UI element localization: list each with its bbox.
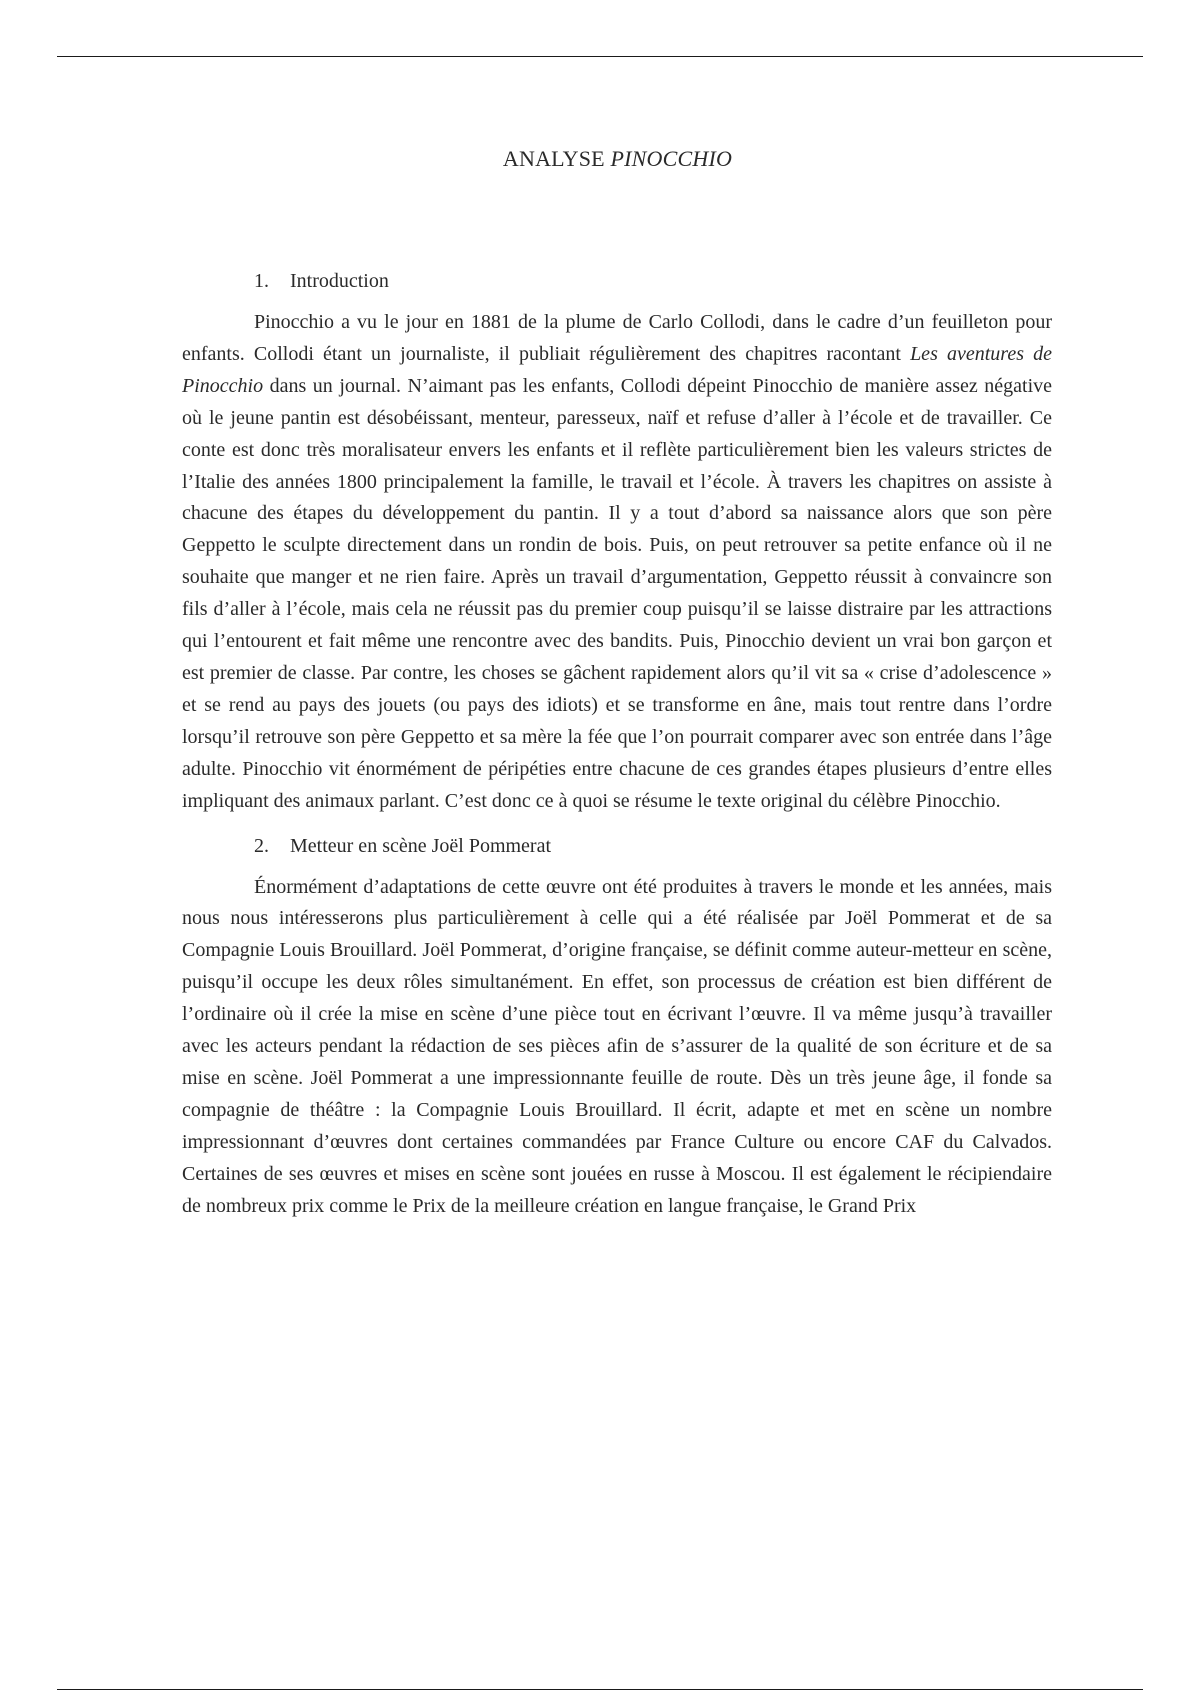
section-heading-introduction bbox=[182, 265, 1052, 297]
footer-rule bbox=[57, 1689, 1143, 1690]
header-rule bbox=[57, 56, 1143, 57]
paragraph-metteur bbox=[182, 872, 1052, 1223]
section-number: 1. bbox=[254, 270, 269, 292]
section-heading-text: Introduction bbox=[290, 270, 389, 292]
title-plain: ANALYSE bbox=[502, 146, 611, 171]
document-body bbox=[182, 265, 1052, 1234]
book-title-italic: Les aventures de Pinocchio bbox=[182, 342, 1053, 397]
section-heading-text: Metteur en scène Joël Pommerat bbox=[290, 834, 552, 857]
section-heading-metteur bbox=[182, 830, 1052, 862]
section-number: 2. bbox=[254, 834, 269, 857]
paragraph-text: Énormément d’adaptations de cette œuvre ont été produites à travers le monde et les années, mais nous nous intéresserons plus particulièrement à celle qui a été réalisée par Joël Pommerat et de sa Compagnie Louis Brouillard. Joël Pommerat, d’origine française, se définit comme auteur-metteur en scène, puisqu’il occupe les deux rôles simultanément. En effet, son processus de création est bien différent de l’ordinaire où il crée la mise en scène d’une pièce tout en écrivant l’œuvre. Il va même jusqu’à travailler avec les acteurs pendant la rédaction de ses pièces afin de s’assurer de la qualité de son écriture et de sa mise en scène. Joël Pommerat a une impressionnante feuille de route. Dès un très jeune âge, il fonde sa compagnie de théâtre : la Compagnie Louis Brouillard. Il écrit, adapte et met en scène un nombre impressionnant d’œuvres dont certaines commandées par France Culture ou encore CAF du Calvados. Certaines de ses œuvres et mises en scène sont jouées en russe à Moscou. Il est également le récipiendaire de nombreux prix comme le Prix de la meilleure création en langue française, le Grand Prix bbox=[182, 875, 1052, 1217]
title-italic: PINOCCHIO bbox=[610, 146, 733, 171]
paragraph-text-continued: dans un journal. N’aimant pas les enfants, Collodi dépeint Pinocchio de manière assez négative où le jeune pantin est désobéissant, menteur, paresseux, naïf et refuse d’aller à l’école et de travailler. Ce conte est donc très moralisateur envers les enfants et il reflète particulièrement bien les valeurs strictes de l’Italie des années 1800 principalement la famille, le travail et l’école. À travers les chapitres on assiste à chacune des étapes du développement du pantin. Il y a tout d’abord sa naissance alors que son père Geppetto le sculpte directement dans un rondin de bois. Puis, on peut retrouver sa petite enfance où il ne souhaite que manger et ne rien faire. Après un travail d’argumentation, Geppetto réussit à convaincre son fils d’aller à l’école, mais cela ne réussit pas du premier coup puisqu’il se laisse distraire par les attractions qui l’entourent et fait même une rencontre avec des bandits. Puis, Pinocchio devient un vrai bon garçon et est premier de classe. Par contre, les choses se gâchent rapidement alors qu’il vit sa « crise d’adolescence » et se rend au pays des jouets (ou pays des idiots) et se transforme en âne, mais tout rentre dans l’ordre lorsqu’il retrouve son père Geppetto et sa mère la fée que l’on pourrait comparer avec son entrée dans l’âge adulte. Pinocchio vit énormément de péripéties entre chacune de ces grandes étapes plusieurs d’entre elles impliquant des animaux parlant. C’est donc ce à quoi se résume le texte original du célèbre Pinocchio. bbox=[182, 374, 1052, 812]
paragraph-introduction bbox=[182, 307, 1052, 818]
paragraph-text: Pinocchio a vu le jour en 1881 de la plume de Carlo Collodi, dans le cadre d’un feuilleton pour enfants. Collodi étant un journaliste, il publiait régulièrement des chapitres racontant bbox=[182, 311, 1052, 365]
document-title bbox=[0, 146, 1200, 172]
